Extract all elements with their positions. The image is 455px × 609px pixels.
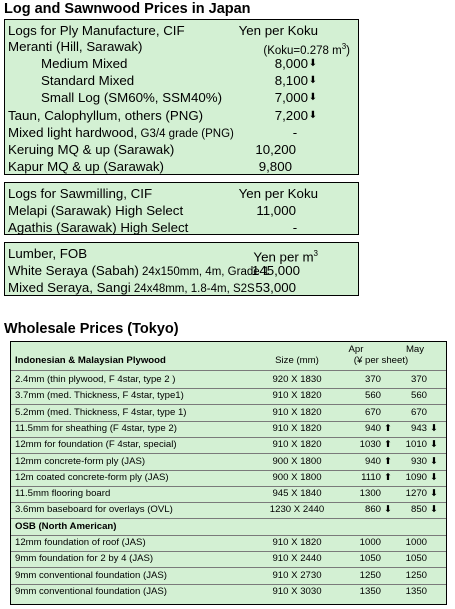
up-arrow-icon: ⬆: [383, 439, 393, 451]
mixed-seraya-label: Mixed Seraya, Sangi 24x48mm, 1.8-4m, S2S: [8, 280, 255, 295]
table-row: [11, 584, 446, 600]
price-may: 1000: [405, 537, 427, 548]
product-name: 9mm conventional foundation (JAS): [15, 585, 167, 597]
mixed-light-label: Mixed light hardwood, G3/4 grade (PNG): [8, 125, 234, 140]
price-may: 850: [410, 504, 427, 516]
product-size: 900 X 1800: [272, 471, 322, 483]
white-seraya-row: [5, 262, 358, 279]
melapi-value: 11,000: [256, 203, 296, 218]
kapur-label: Kapur MQ & up (Sarawak): [8, 159, 164, 174]
price-apr: 940: [364, 455, 381, 467]
keruing-label: Keruing MQ & up (Sarawak): [8, 142, 175, 157]
price-may: 930: [410, 455, 427, 467]
keruing-row: [5, 141, 358, 158]
down-arrow-icon: ⬇: [429, 422, 439, 434]
price-apr: 1050: [359, 553, 381, 565]
down-arrow-icon: ⬇: [308, 75, 318, 86]
section1-header-row: [11, 353, 446, 369]
product-name: 5.2mm (med. Thickness, F 4star, type 1): [15, 406, 187, 418]
tokyo-wholesale-table: [10, 341, 447, 605]
unit-header: (¥ per sheet): [353, 355, 409, 366]
price-may: 1050: [405, 553, 427, 565]
lumber-header-row: [5, 245, 358, 265]
section2-header-row: [11, 519, 446, 535]
product-name: 12m coated concrete-form ply (JAS): [15, 471, 169, 483]
meranti-sub-value: 8,000: [274, 56, 308, 71]
price-apr: 1300: [359, 488, 381, 500]
up-arrow-icon: ⬆: [383, 422, 393, 434]
ply-unit: Yen per Koku: [238, 23, 318, 38]
taun-label: Taun, Calophyllum, others (PNG): [8, 108, 204, 123]
product-size: 910 X 2730: [272, 569, 322, 581]
japan-prices-title: Log and Sawnwood Prices in Japan: [4, 1, 251, 17]
table-row: [11, 551, 446, 567]
product-size: 900 X 1800: [272, 455, 322, 467]
meranti-row: [5, 38, 358, 55]
section1-title: Indonesian & Malaysian Plywood: [15, 355, 166, 366]
down-arrow-icon: ⬇: [383, 504, 393, 516]
down-arrow-icon: ⬇: [308, 110, 318, 121]
product-name: 12mm concrete-form ply (JAS): [15, 455, 146, 467]
price-apr: 370: [364, 374, 381, 385]
product-size: 920 X 1830: [272, 374, 322, 385]
mixed-light-row: [5, 124, 358, 141]
melapi-row: [5, 202, 358, 219]
product-size: 910 X 1820: [272, 406, 322, 418]
price-may: 943: [410, 422, 427, 434]
price-apr: 940: [364, 422, 381, 434]
product-size: 910 X 2440: [272, 553, 322, 565]
table-row: [11, 421, 446, 437]
table-row: [11, 502, 446, 518]
price-apr: 560: [364, 390, 381, 402]
product-name: 3.6mm baseboard for overlays (OVL): [15, 504, 173, 516]
product-size: 910 X 1820: [272, 390, 322, 402]
ply-logs-box: [4, 19, 359, 175]
price-may: 560: [410, 390, 427, 402]
down-arrow-icon: ⬇: [429, 439, 439, 451]
table-row: [11, 568, 446, 584]
product-size: 910 X 3030: [272, 585, 322, 597]
ply-header-row: [5, 22, 358, 39]
mixed-seraya-row: [5, 279, 358, 296]
meranti-sub-row: [5, 72, 358, 89]
meranti-sub-row: [5, 55, 358, 72]
product-name: 11.5mm for sheathing (F 4star, type 2): [15, 422, 177, 434]
price-apr: 670: [364, 406, 381, 418]
lumber-unit: Yen per $m^3$: [253, 249, 318, 265]
price-apr: 860: [364, 504, 381, 516]
agathis-value: -: [292, 220, 298, 235]
size-header: Size (mm): [275, 355, 319, 366]
down-arrow-icon: ⬇: [429, 488, 439, 500]
product-size: 945 X 1840: [272, 488, 322, 500]
white-seraya-value: 145,000: [251, 263, 300, 278]
product-name: 9mm foundation for 2 by 4 (JAS): [15, 553, 154, 565]
price-apr: 1350: [359, 585, 381, 597]
meranti-label: Meranti (Hill, Sarawak): [8, 39, 143, 54]
white-seraya-label: White Seraya (Sabah) 24x150mm, 4m, Grade 1: [8, 263, 270, 278]
up-arrow-icon: ⬆: [383, 455, 393, 467]
table-row: [11, 470, 446, 486]
mixed-seraya-value: 53,000: [255, 280, 296, 295]
price-may: 1010: [405, 439, 427, 451]
table-row: [11, 405, 446, 421]
price-apr: 1000: [359, 537, 381, 548]
header-divider: [11, 370, 446, 371]
price-may: 1090: [405, 471, 427, 483]
product-size: 910 X 1820: [272, 422, 322, 434]
price-may: 670: [410, 406, 427, 418]
col-apr: Apr: [348, 344, 364, 355]
meranti-sub-value: 7,000: [274, 90, 308, 105]
down-arrow-icon: ⬇: [429, 471, 439, 483]
product-name: 11.5mm flooring board: [15, 488, 111, 500]
meranti-sub-row: [5, 89, 358, 106]
product-size: 910 X 1820: [272, 439, 322, 451]
table-row: [11, 535, 446, 551]
price-apr: 1030: [359, 439, 381, 451]
product-size: 910 X 1820: [272, 537, 322, 548]
kapur-value: 9,800: [258, 159, 292, 174]
down-arrow-icon: ⬇: [429, 455, 439, 467]
table-row: [11, 454, 446, 470]
meranti-sub-label: Medium Mixed: [41, 56, 128, 71]
down-arrow-icon: ⬇: [308, 58, 318, 69]
agathis-label: Agathis (Sarawak) High Select: [8, 220, 189, 235]
meranti-sub-label: Small Log (SM60%, SSM40%): [41, 90, 223, 105]
agathis-row: [5, 219, 358, 236]
product-size: 1230 X 2440: [269, 504, 325, 516]
price-apr: 1110: [361, 471, 381, 483]
lumber-box: [4, 242, 359, 296]
saw-header-row: [5, 185, 358, 202]
ply-header: Logs for Ply Manufacture, CIF: [8, 23, 185, 38]
table-row: [11, 486, 446, 502]
price-may: 1350: [405, 585, 427, 597]
down-arrow-icon: ⬇: [308, 92, 318, 103]
product-name: 12mm for foundation (F 4star, special): [15, 439, 177, 451]
product-name: 3.7mm (med. Thickness, F 4star, type1): [15, 390, 184, 402]
mixed-light-value: -: [292, 125, 298, 140]
section2-title: OSB (North American): [15, 520, 117, 532]
saw-unit: Yen per Koku: [238, 186, 318, 201]
product-name: 12mm foundation of roof (JAS): [15, 537, 146, 548]
price-may: 1270: [405, 488, 427, 500]
table-row: [11, 388, 446, 404]
saw-header: Logs for Sawmilling, CIF: [8, 186, 153, 201]
melapi-label: Melapi (Sarawak) High Select: [8, 203, 184, 218]
price-may: 370: [410, 374, 427, 385]
col-may: May: [405, 344, 425, 355]
kapur-row: [5, 158, 358, 175]
keruing-value: 10,200: [255, 142, 296, 157]
meranti-sub-value: 8,100: [274, 73, 308, 88]
taun-value: 7,200: [274, 108, 308, 123]
table-row: [11, 372, 446, 388]
price-may: 1250: [405, 569, 427, 581]
table-row: [11, 437, 446, 453]
tokyo-prices-title: Wholesale Prices (Tokyo): [4, 321, 179, 337]
down-arrow-icon: ⬇: [429, 504, 439, 516]
price-apr: 1250: [359, 569, 381, 581]
koku-note: (Koku=0.278 $m^3$): [263, 42, 350, 57]
meranti-sub-label: Standard Mixed: [41, 73, 135, 88]
taun-row: [5, 107, 358, 124]
lumber-header: Lumber, FOB: [8, 246, 88, 261]
up-arrow-icon: ⬆: [383, 471, 393, 483]
product-name: 9mm conventional foundation (JAS): [15, 569, 167, 581]
sawmilling-logs-box: [4, 182, 359, 235]
product-name: 2.4mm (thin plywood, F 4star, type 2 ): [15, 374, 176, 385]
